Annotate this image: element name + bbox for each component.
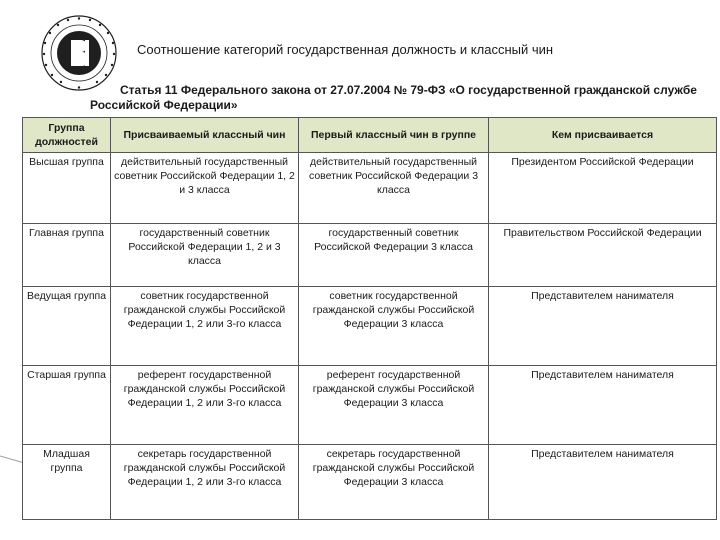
table-row	[23, 153, 717, 224]
table-cell: секретарь государственной гражданской службы Российской Федерации 1, 2 или 3-го класса	[111, 445, 299, 520]
table-cell: действительный государственный советник Российской Федерации 1, 2 и 3 класса	[111, 153, 299, 224]
law-reference: Статья 11 Федерального закона от 27.07.2004 № 79-ФЗ «О государственной гражданской службе Российской Федерации»	[90, 83, 697, 112]
table-row	[23, 287, 717, 366]
column-header-group: Группа должностей	[23, 118, 111, 153]
table-cell: Младшая группа	[23, 445, 111, 520]
table-row	[23, 445, 717, 520]
table-cell: Президентом Российской Федерации	[489, 153, 717, 224]
table-header-row	[23, 118, 717, 153]
column-header-first-rank: Первый классный чин в группе	[299, 118, 489, 153]
table-cell: советник государственной гражданской службы Российской Федерации 1, 2 или 3-го класса	[111, 287, 299, 366]
table-cell: государственный советник Российской Федерации 3 класса	[299, 224, 489, 287]
table-cell: Ведущая группа	[23, 287, 111, 366]
table-cell: секретарь государственной гражданской службы Российской Федерации 3 класса	[299, 445, 489, 520]
table-cell: действительный государственный советник Российской Федерации 3 класса	[299, 153, 489, 224]
column-header-assigned-rank: Присваиваемый классный чин	[111, 118, 299, 153]
table-cell: Главная группа	[23, 224, 111, 287]
table-cell: референт государственной гражданской службы Российской Федерации 1, 2 или 3-го класса	[111, 366, 299, 445]
table-row	[23, 224, 717, 287]
table-cell: референт государственной гражданской службы Российской Федерации 3 класса	[299, 366, 489, 445]
table-cell: Представителем нанимателя	[489, 445, 717, 520]
page-title: Соотношение категорий государственная должность и классный чин	[137, 42, 554, 57]
table-cell: Представителем нанимателя	[489, 287, 717, 366]
table-cell: Представителем нанимателя	[489, 366, 717, 445]
table-cell: Высшая группа	[23, 153, 111, 224]
university-seal-icon	[40, 14, 118, 92]
table-cell: Правительством Российской Федерации	[489, 224, 717, 287]
table-cell: государственный советник Российской Федерации 1, 2 и 3 класса	[111, 224, 299, 287]
table-cell: Старшая группа	[23, 366, 111, 445]
table-row	[23, 366, 717, 445]
column-header-assigned-by: Кем присваивается	[489, 118, 717, 153]
table-cell: советник государственной гражданской службы Российской Федерации 3 класса	[299, 287, 489, 366]
rank-table	[22, 117, 717, 520]
